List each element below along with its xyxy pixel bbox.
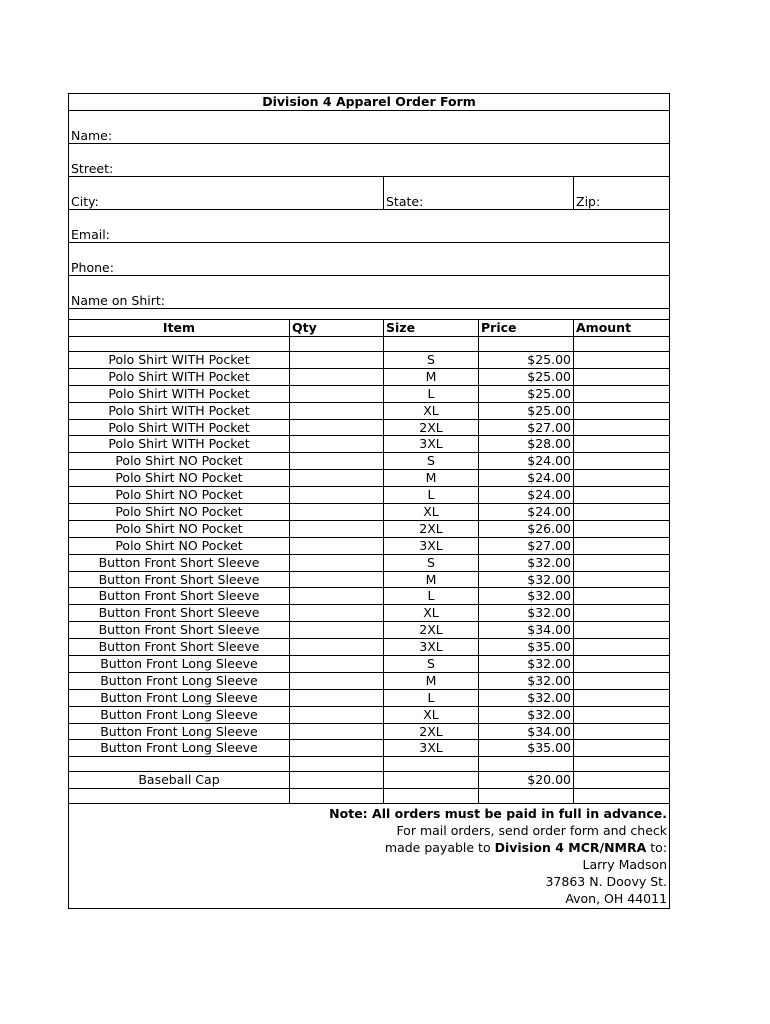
item-name: Polo Shirt WITH Pocket <box>69 436 290 453</box>
item-name: Polo Shirt WITH Pocket <box>69 352 290 369</box>
item-row <box>69 368 670 385</box>
blank-cell <box>574 757 670 772</box>
item-row <box>69 588 670 605</box>
blank-cell <box>384 337 479 352</box>
item-name: Polo Shirt NO Pocket <box>69 504 290 521</box>
amount-cell[interactable] <box>574 419 670 436</box>
qty-cell[interactable] <box>290 436 384 453</box>
blank-cell <box>290 757 384 772</box>
item-name: Button Front Short Sleeve <box>69 588 290 605</box>
item-name: Polo Shirt WITH Pocket <box>69 368 290 385</box>
item-size: L <box>384 588 479 605</box>
item-size: M <box>384 571 479 588</box>
item-row <box>69 656 670 673</box>
cap-row <box>69 772 670 789</box>
amount-cell[interactable] <box>574 504 670 521</box>
item-price: $35.00 <box>479 740 574 757</box>
qty-cell[interactable] <box>290 706 384 723</box>
amount-cell[interactable] <box>574 554 670 571</box>
col-header-qty: Qty <box>290 320 384 337</box>
city-state-zip-row <box>69 177 670 210</box>
item-name: Button Front Long Sleeve <box>69 706 290 723</box>
item-row <box>69 520 670 537</box>
item-row <box>69 605 670 622</box>
qty-cell[interactable] <box>290 504 384 521</box>
qty-cell[interactable] <box>290 723 384 740</box>
item-size: 2XL <box>384 723 479 740</box>
qty-cell[interactable] <box>290 740 384 757</box>
item-size: S <box>384 352 479 369</box>
item-size: 2XL <box>384 419 479 436</box>
amount-cell[interactable] <box>574 689 670 706</box>
col-header-item: Item <box>69 320 290 337</box>
amount-cell[interactable] <box>574 385 670 402</box>
cap-price: $20.00 <box>479 772 574 789</box>
item-row <box>69 470 670 487</box>
blank-cell <box>69 337 290 352</box>
qty-cell[interactable] <box>290 487 384 504</box>
item-size: 3XL <box>384 639 479 656</box>
item-row <box>69 436 670 453</box>
amount-cell[interactable] <box>574 622 670 639</box>
title-row <box>69 94 670 111</box>
amount-cell[interactable] <box>574 605 670 622</box>
amount-cell[interactable] <box>574 520 670 537</box>
item-row <box>69 537 670 554</box>
qty-cell[interactable] <box>290 470 384 487</box>
item-size: L <box>384 487 479 504</box>
payee-name: Division 4 MCR/NMRA <box>494 840 647 856</box>
item-row <box>69 453 670 470</box>
qty-cell[interactable] <box>290 554 384 571</box>
item-size: M <box>384 368 479 385</box>
order-form-table <box>68 93 670 909</box>
notes-row <box>69 804 670 909</box>
qty-cell[interactable] <box>290 605 384 622</box>
blank-cell <box>69 789 290 804</box>
blank-cell <box>290 337 384 352</box>
col-header-price: Price <box>479 320 574 337</box>
amount-cell[interactable] <box>574 672 670 689</box>
item-row <box>69 740 670 757</box>
payable-line <box>71 839 667 856</box>
street-field[interactable]: Street: <box>69 144 670 177</box>
amount-cell[interactable] <box>574 740 670 757</box>
item-price: $24.00 <box>479 504 574 521</box>
contact-address: 37863 N. Doovy St. <box>545 874 668 890</box>
item-price: $25.00 <box>479 368 574 385</box>
item-row <box>69 672 670 689</box>
item-price: $24.00 <box>479 470 574 487</box>
qty-cell[interactable] <box>290 352 384 369</box>
item-size: 3XL <box>384 436 479 453</box>
item-row <box>69 639 670 656</box>
col-header-amount: Amount <box>574 320 670 337</box>
item-price: $26.00 <box>479 520 574 537</box>
qty-cell[interactable] <box>290 419 384 436</box>
item-size: S <box>384 554 479 571</box>
item-name: Polo Shirt NO Pocket <box>69 487 290 504</box>
item-size: L <box>384 689 479 706</box>
name-on-shirt-field[interactable]: Name on Shirt: <box>69 276 670 309</box>
item-name: Button Front Short Sleeve <box>69 622 290 639</box>
blank-cell <box>479 337 574 352</box>
amount-cell[interactable] <box>574 588 670 605</box>
qty-cell[interactable] <box>290 368 384 385</box>
amount-cell[interactable] <box>574 571 670 588</box>
item-name: Button Front Long Sleeve <box>69 723 290 740</box>
item-name: Polo Shirt NO Pocket <box>69 537 290 554</box>
cap-qty-cell[interactable] <box>290 772 384 789</box>
item-size: S <box>384 453 479 470</box>
item-price: $34.00 <box>479 723 574 740</box>
blank-cell <box>290 789 384 804</box>
blank-row <box>69 337 670 352</box>
item-price: $32.00 <box>479 706 574 723</box>
item-size: 2XL <box>384 622 479 639</box>
item-price: $32.00 <box>479 656 574 673</box>
item-price: $35.00 <box>479 639 574 656</box>
item-name: Polo Shirt WITH Pocket <box>69 402 290 419</box>
amount-cell[interactable] <box>574 402 670 419</box>
amount-cell[interactable] <box>574 470 670 487</box>
qty-cell[interactable] <box>290 689 384 706</box>
qty-cell[interactable] <box>290 588 384 605</box>
item-row <box>69 554 670 571</box>
blank-cell <box>574 789 670 804</box>
item-price: $34.00 <box>479 622 574 639</box>
item-size: 2XL <box>384 520 479 537</box>
item-name: Button Front Long Sleeve <box>69 656 290 673</box>
street-row <box>69 144 670 177</box>
item-row <box>69 689 670 706</box>
qty-cell[interactable] <box>290 520 384 537</box>
item-name: Button Front Short Sleeve <box>69 605 290 622</box>
items-body <box>69 352 670 757</box>
item-row <box>69 385 670 402</box>
item-size: M <box>384 672 479 689</box>
item-price: $27.00 <box>479 419 574 436</box>
item-name: Button Front Short Sleeve <box>69 571 290 588</box>
item-size: XL <box>384 706 479 723</box>
contact-city-state-zip: Avon, OH 44011 <box>565 891 668 907</box>
payable-post: to: <box>646 840 668 856</box>
item-size: S <box>384 656 479 673</box>
item-price: $32.00 <box>479 588 574 605</box>
item-price: $32.00 <box>479 672 574 689</box>
qty-cell[interactable] <box>290 453 384 470</box>
item-name: Polo Shirt WITH Pocket <box>69 419 290 436</box>
spacer-row <box>69 309 670 320</box>
notes-cell <box>69 804 670 909</box>
item-size: XL <box>384 605 479 622</box>
column-header-row <box>69 320 670 337</box>
item-size: 3XL <box>384 537 479 554</box>
name-on-shirt-row <box>69 276 670 309</box>
item-row <box>69 487 670 504</box>
payment-note: Note: All orders must be paid in full in advance. <box>329 806 668 822</box>
amount-cell[interactable] <box>574 706 670 723</box>
qty-cell[interactable] <box>290 622 384 639</box>
item-price: $32.00 <box>479 605 574 622</box>
item-row <box>69 402 670 419</box>
item-name: Polo Shirt NO Pocket <box>69 520 290 537</box>
item-row <box>69 723 670 740</box>
item-price: $25.00 <box>479 352 574 369</box>
item-row <box>69 571 670 588</box>
qty-cell[interactable] <box>290 385 384 402</box>
qty-cell[interactable] <box>290 537 384 554</box>
item-row <box>69 504 670 521</box>
blank-cell <box>479 789 574 804</box>
item-row <box>69 419 670 436</box>
item-price: $32.00 <box>479 689 574 706</box>
spacer-cell <box>69 309 670 320</box>
payable-pre: made payable to <box>384 840 495 856</box>
col-header-size: Size <box>384 320 479 337</box>
amount-cell[interactable] <box>574 487 670 504</box>
item-price: $32.00 <box>479 554 574 571</box>
qty-cell[interactable] <box>290 672 384 689</box>
cap-size-cell <box>384 772 479 789</box>
item-name: Button Front Long Sleeve <box>69 689 290 706</box>
phone-field[interactable]: Phone: <box>69 243 670 276</box>
item-name: Button Front Short Sleeve <box>69 639 290 656</box>
amount-cell[interactable] <box>574 537 670 554</box>
item-name: Button Front Long Sleeve <box>69 672 290 689</box>
qty-cell[interactable] <box>290 402 384 419</box>
item-price: $24.00 <box>479 453 574 470</box>
item-price: $25.00 <box>479 385 574 402</box>
qty-cell[interactable] <box>290 571 384 588</box>
item-size: M <box>384 470 479 487</box>
mail-instructions: For mail orders, send order form and check <box>396 823 668 839</box>
amount-cell[interactable] <box>574 352 670 369</box>
amount-cell[interactable] <box>574 453 670 470</box>
email-row <box>69 210 670 243</box>
amount-cell[interactable] <box>574 639 670 656</box>
contact-name: Larry Madson <box>582 857 668 873</box>
form-title: Division 4 Apparel Order Form <box>69 94 670 111</box>
state-field[interactable]: State: <box>384 177 574 210</box>
blank-row <box>69 757 670 772</box>
item-price: $25.00 <box>479 402 574 419</box>
item-size: 3XL <box>384 740 479 757</box>
blank-row <box>69 789 670 804</box>
zip-field[interactable]: Zip: <box>574 177 670 210</box>
phone-row <box>69 243 670 276</box>
item-row <box>69 706 670 723</box>
amount-cell[interactable] <box>574 656 670 673</box>
name-row <box>69 111 670 144</box>
item-price: $24.00 <box>479 487 574 504</box>
item-size: L <box>384 385 479 402</box>
qty-cell[interactable] <box>290 656 384 673</box>
item-price: $27.00 <box>479 537 574 554</box>
item-name: Polo Shirt NO Pocket <box>69 470 290 487</box>
item-name: Polo Shirt WITH Pocket <box>69 385 290 402</box>
item-price: $28.00 <box>479 436 574 453</box>
qty-cell[interactable] <box>290 639 384 656</box>
blank-cell <box>384 757 479 772</box>
cap-item-name: Baseball Cap <box>69 772 290 789</box>
item-name: Button Front Short Sleeve <box>69 554 290 571</box>
item-name: Button Front Long Sleeve <box>69 740 290 757</box>
cap-amount-cell[interactable] <box>574 772 670 789</box>
email-field[interactable]: Email: <box>69 210 670 243</box>
amount-cell[interactable] <box>574 368 670 385</box>
item-row <box>69 352 670 369</box>
amount-cell[interactable] <box>574 723 670 740</box>
item-row <box>69 622 670 639</box>
blank-cell <box>574 337 670 352</box>
blank-cell <box>69 757 290 772</box>
item-name: Polo Shirt NO Pocket <box>69 453 290 470</box>
item-price: $32.00 <box>479 571 574 588</box>
name-field[interactable]: Name: <box>69 111 670 144</box>
blank-cell <box>384 789 479 804</box>
amount-cell[interactable] <box>574 436 670 453</box>
blank-cell <box>479 757 574 772</box>
city-field[interactable]: City: <box>69 177 384 210</box>
item-size: XL <box>384 504 479 521</box>
item-size: XL <box>384 402 479 419</box>
